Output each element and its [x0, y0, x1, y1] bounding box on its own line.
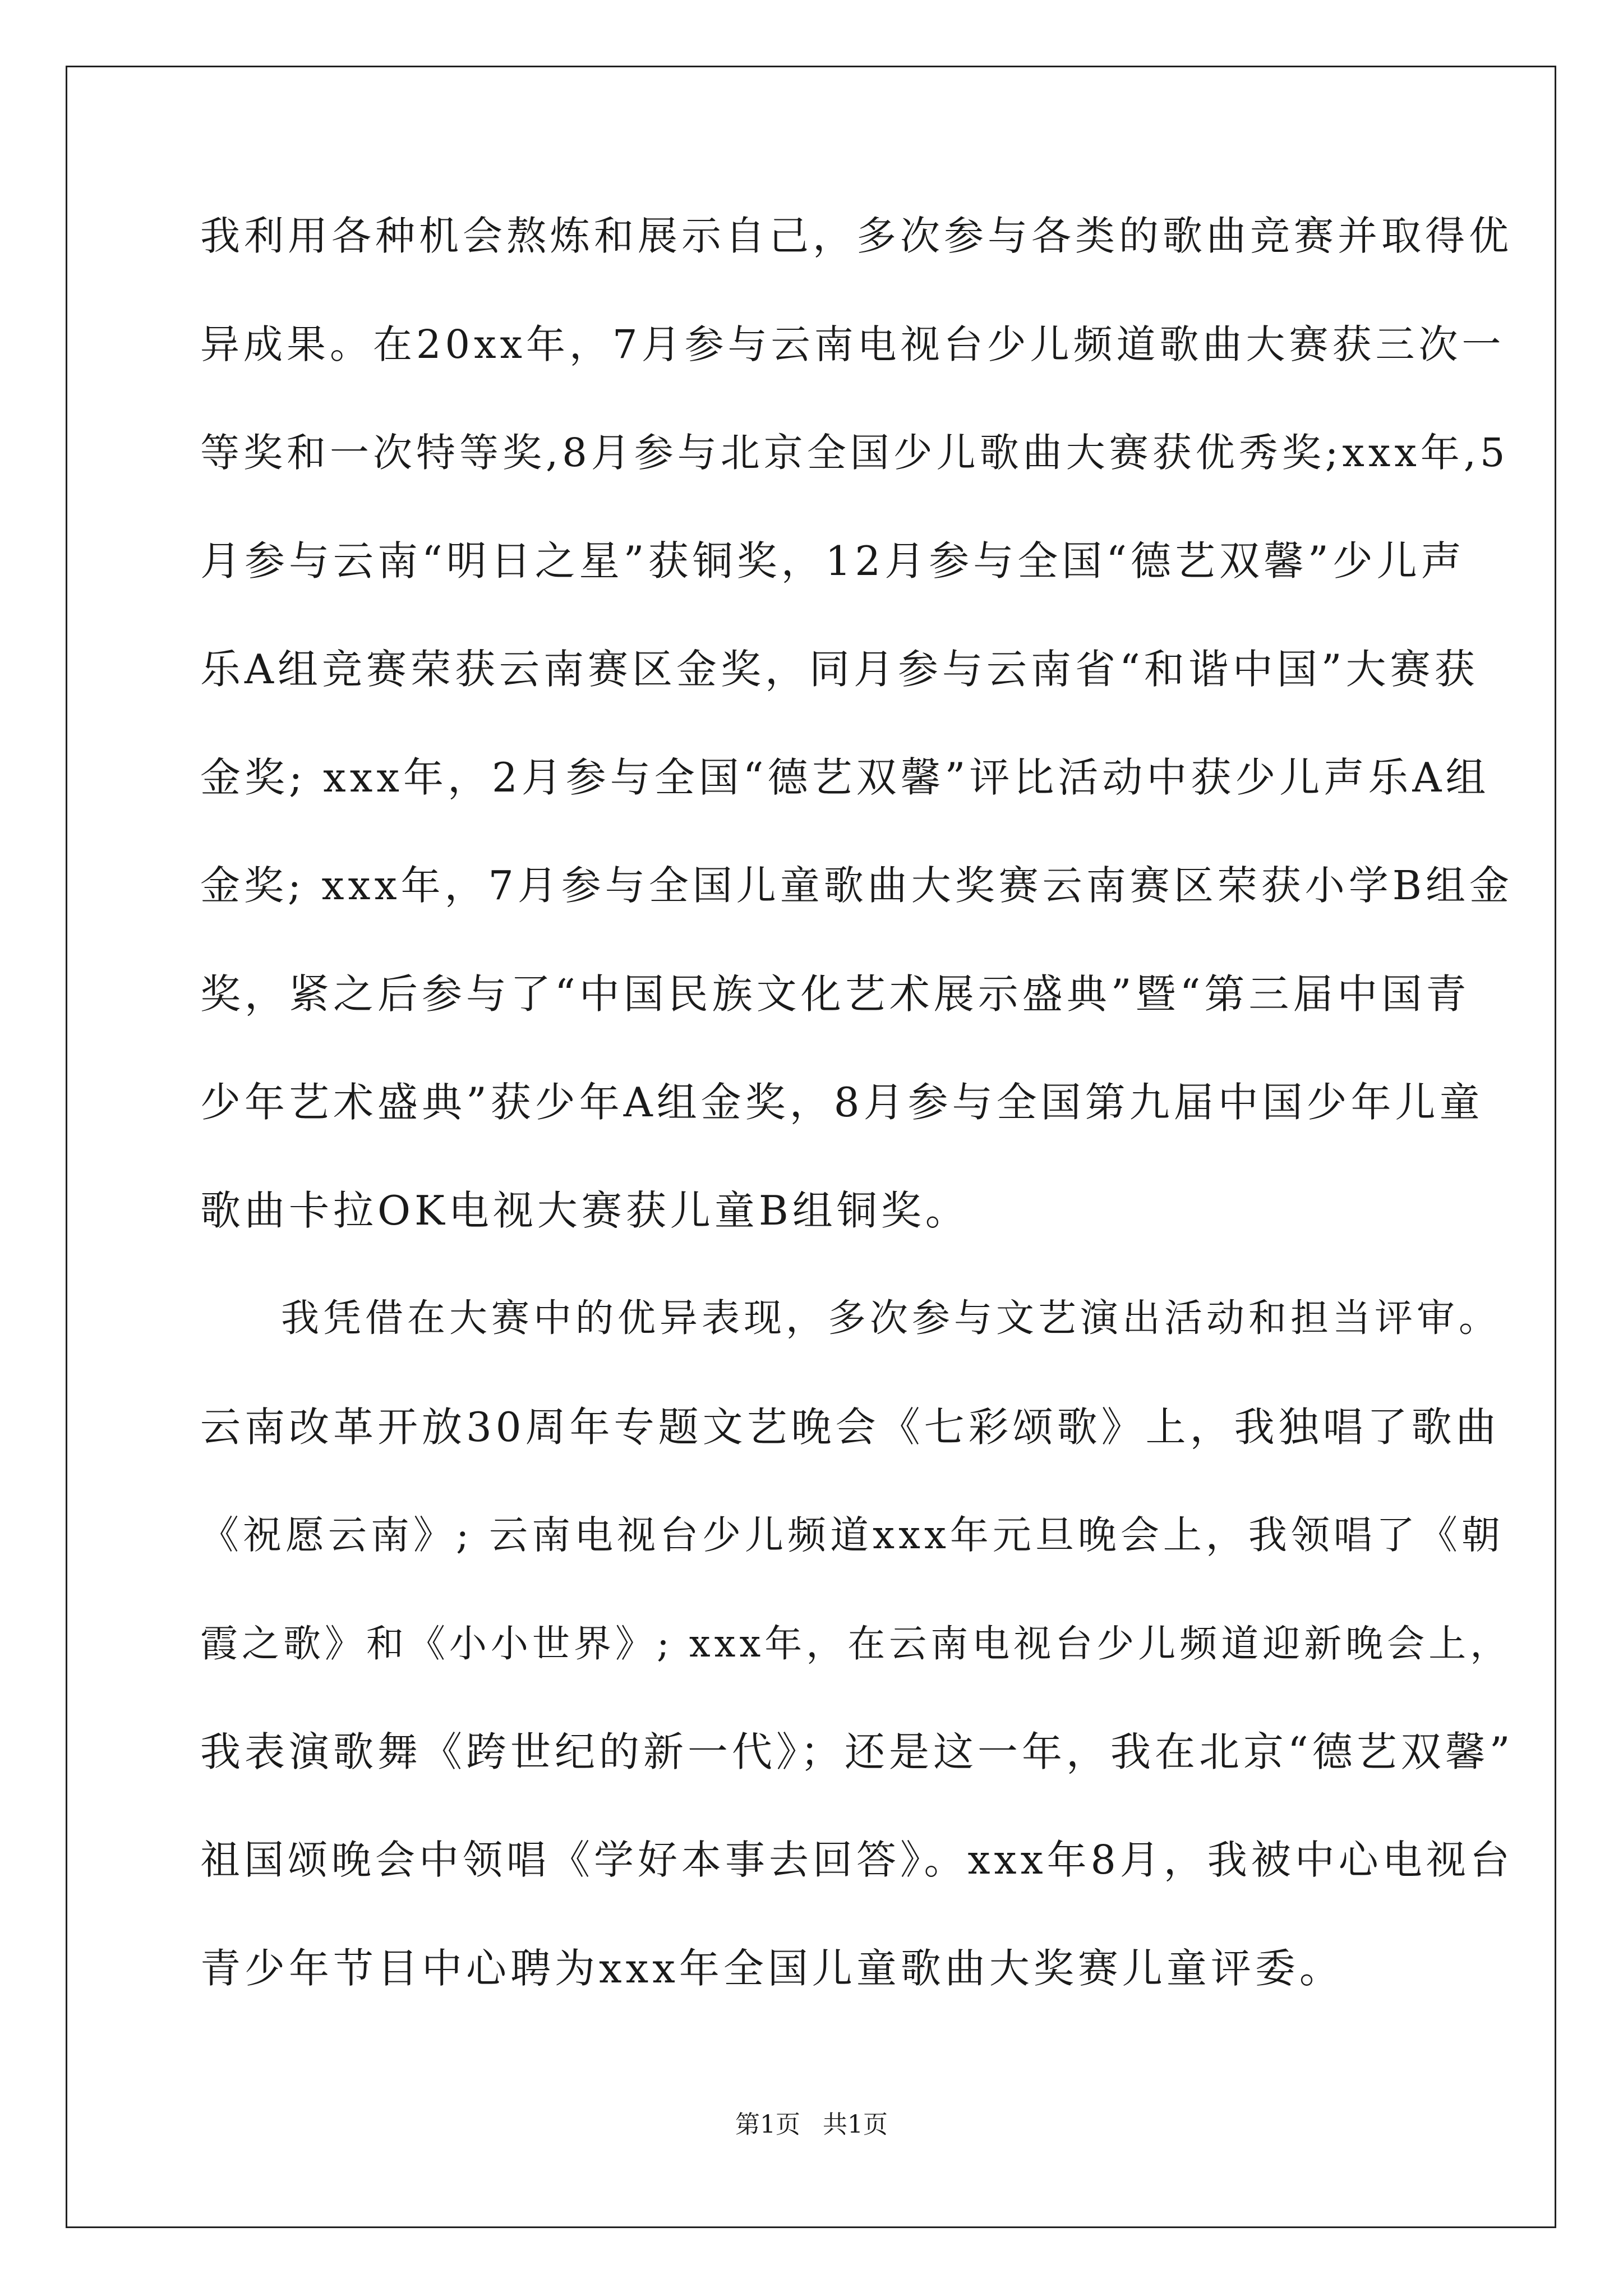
paragraph-2-line-5: 我表演歌舞《跨世纪的新一代》；还是这一年，我在北京“德艺双馨”	[200, 1728, 1514, 1775]
paragraph-2-line-3: 《祝愿云南》; 云南电视台少儿频道xxx年元旦晚会上，我领唱了《朝	[200, 1513, 1504, 1558]
paragraph-2-line-4: 霞之歌》和《小小世界》; xxx年，在云南电视台少儿频道迎新晚会上，	[200, 1622, 1512, 1665]
paragraph-1-line-3: 等奖和一次特等奖,8月参与北京全国少儿歌曲大赛获优秀奖;xxx年,5	[200, 430, 1509, 476]
paragraph-1-line-10: 歌曲卡拉OK电视大赛获儿童B组铜奖。	[200, 1187, 970, 1234]
paragraph-1-line-2: 异成果。在20xx年，7月参与云南电视台少儿频道歌曲大赛获三次一	[200, 321, 1505, 367]
paragraph-1-line-1: 我利用各种机会熬炼和展示自己，多次参与各类的歌曲竞赛并取得优	[200, 213, 1513, 259]
page-frame	[66, 66, 1556, 2228]
paragraph-1-line-5: 乐A组竞赛荣获云南赛区金奖，同月参与云南省“和谐中国”大赛获	[200, 646, 1479, 693]
page-number-current: 第1页	[735, 2110, 800, 2139]
paragraph-2-line-2: 云南改革开放30周年专题文艺晚会《七彩颂歌》上，我独唱了歌曲	[200, 1404, 1500, 1451]
page-footer	[0, 2108, 1623, 2142]
paragraph-2-line-6: 祖国颂晚会中领唱《学好本事去回答》。xxx年8月，我被中心电视台	[200, 1837, 1514, 1883]
paragraph-1-line-7: 金奖; xxx年，7月参与全国儿童歌曲大奖赛云南赛区荣获小学B组金	[200, 862, 1513, 909]
paragraph-1-line-9: 少年艺术盛典”获少年A组金奖，8月参与全国第九届中国少年儿童	[200, 1079, 1484, 1126]
paragraph-1-line-4: 月参与云南“明日之星”获铜奖，12月参与全国“德艺双馨”少儿声	[200, 537, 1465, 585]
paragraph-2-line-1: 我凭借在大赛中的优异表现，多次参与文艺演出活动和担当评审。	[281, 1296, 1501, 1341]
paragraph-2-line-7: 青少年节目中心聘为xxx年全国儿童歌曲大奖赛儿童评委。	[200, 1945, 1344, 1992]
paragraph-1-line-6: 金奖; xxx年，2月参与全国“德艺双馨”评比活动中获少儿声乐A组	[200, 754, 1490, 801]
page-number-total: 共1页	[823, 2110, 888, 2139]
paragraph-1-line-8: 奖，紧之后参与了“中国民族文化艺术展示盛典”暨“第三届中国青	[200, 970, 1470, 1018]
